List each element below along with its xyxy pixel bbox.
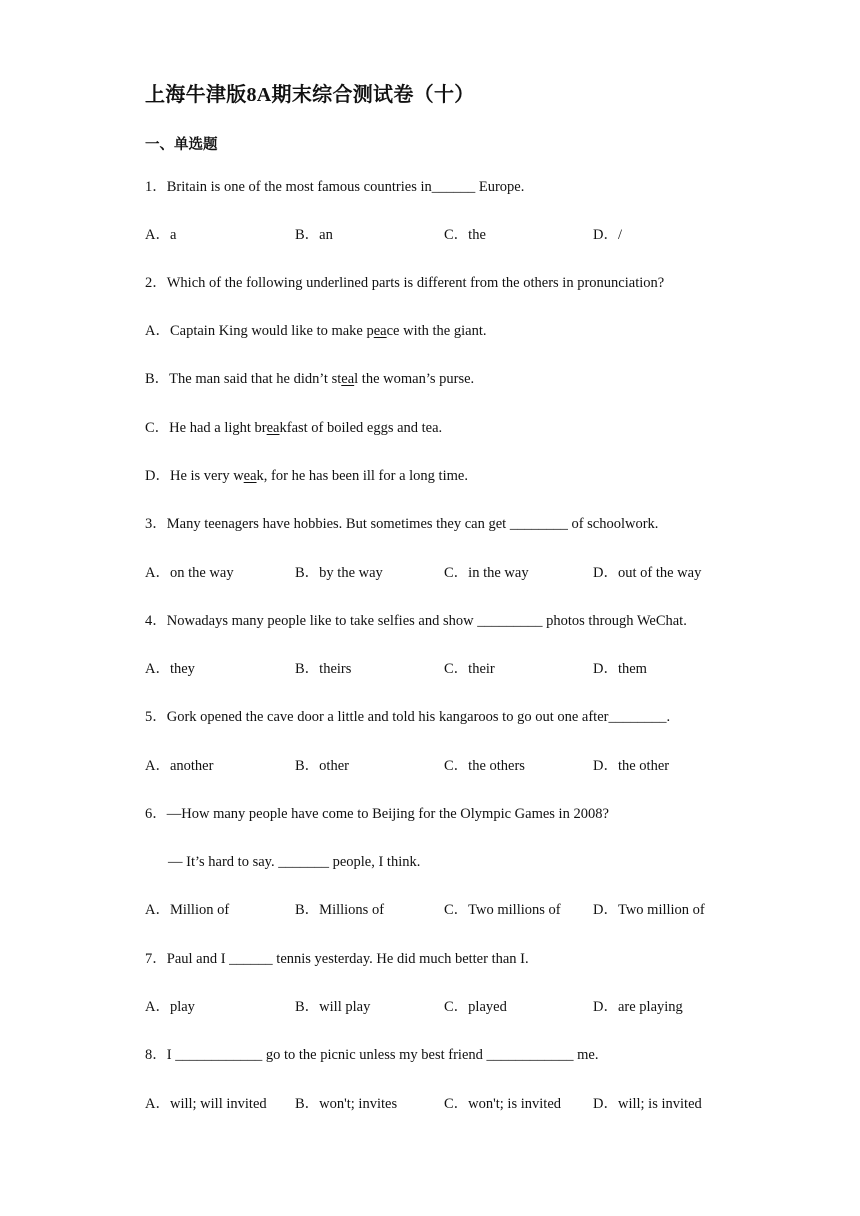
question-2-option-b <box>145 370 474 388</box>
question-5-stem: 5．Gork opened the cave door a little and told his kangaroos to go out one after________. <box>145 709 671 725</box>
option-d: D．/ <box>593 227 622 243</box>
question-6-reply: — It’s hard to say. _______ people, I think. <box>168 854 421 870</box>
underlined-part: ea <box>341 371 355 387</box>
option-c: C．Two millions of <box>444 902 561 918</box>
question-7-options <box>145 998 765 1016</box>
question-6-stem: 6．—How many people have come to Beijing for the Olympic Games in 2008? <box>145 806 609 822</box>
option-b: B．theirs <box>295 661 352 677</box>
option-b: B．other <box>295 758 349 774</box>
option-text: kfast of boiled eggs and tea. <box>279 420 443 436</box>
question-2-option-d <box>145 467 468 485</box>
option-b: B．will play <box>295 999 371 1015</box>
option-c: C．their <box>444 661 495 677</box>
option-c: C．the others <box>444 758 525 774</box>
question-2-stem: 2．Which of the following underlined parts is different from the others in pronunciation? <box>145 275 665 291</box>
question-2-option-c <box>145 419 442 437</box>
option-a: A．another <box>145 758 214 774</box>
option-text: A．Captain King would like to make p <box>145 323 374 339</box>
question-1-options <box>145 226 765 244</box>
option-c: C．won't; is invited <box>444 1096 562 1112</box>
question-1-stem: 1．Britain is one of the most famous countries in______ Europe. <box>145 179 525 195</box>
option-b: B．an <box>295 227 333 243</box>
option-c: C．in the way <box>444 565 529 581</box>
underlined-part: ea <box>243 468 257 484</box>
underlined-part: ea <box>373 323 387 339</box>
option-text: l the woman’s purse. <box>354 371 475 387</box>
option-a: A．will; will invited <box>145 1096 267 1112</box>
section-heading: 一、单选题 <box>145 137 218 153</box>
option-a: A．they <box>145 661 195 677</box>
question-5-options <box>145 757 765 775</box>
option-c: C．the <box>444 227 486 243</box>
option-text: D．He is very w <box>145 468 244 484</box>
question-3-options <box>145 564 765 582</box>
option-d: D．out of the way <box>593 565 702 581</box>
question-6-options <box>145 901 765 919</box>
option-d: D．are playing <box>593 999 683 1015</box>
option-a: A．a <box>145 227 177 243</box>
option-b: B．won't; invites <box>295 1096 398 1112</box>
question-8-stem: 8．I ____________ go to the picnic unless my best friend ____________ me. <box>145 1047 599 1063</box>
option-c: C．played <box>444 999 507 1015</box>
option-d: D．will; is invited <box>593 1096 702 1112</box>
option-text: B．The man said that he didn’t st <box>145 371 342 387</box>
option-text: ce with the giant. <box>386 323 487 339</box>
option-d: D．the other <box>593 758 670 774</box>
option-b: B．Millions of <box>295 902 385 918</box>
question-7-stem: 7．Paul and I ______ tennis yesterday. He did much better than I. <box>145 951 529 967</box>
option-d: D．them <box>593 661 647 677</box>
question-8-options <box>145 1095 765 1113</box>
option-b: B．by the way <box>295 565 383 581</box>
question-4-stem: 4．Nowadays many people like to take selfies and show _________ photos through WeChat. <box>145 613 687 629</box>
option-a: A．play <box>145 999 195 1015</box>
option-a: A．Million of <box>145 902 230 918</box>
document-title: 上海牛津版8A期末综合测试卷（十） <box>145 84 475 106</box>
option-d: D．Two million of <box>593 902 705 918</box>
question-4-options <box>145 660 765 678</box>
option-text: C．He had a light br <box>145 420 267 436</box>
option-text: k, for he has been ill for a long time. <box>256 468 468 484</box>
underlined-part: ea <box>266 420 280 436</box>
option-a: A．on the way <box>145 565 234 581</box>
question-2-option-a <box>145 322 486 340</box>
question-3-stem: 3．Many teenagers have hobbies. But sometimes they can get ________ of schoolwork. <box>145 516 659 532</box>
